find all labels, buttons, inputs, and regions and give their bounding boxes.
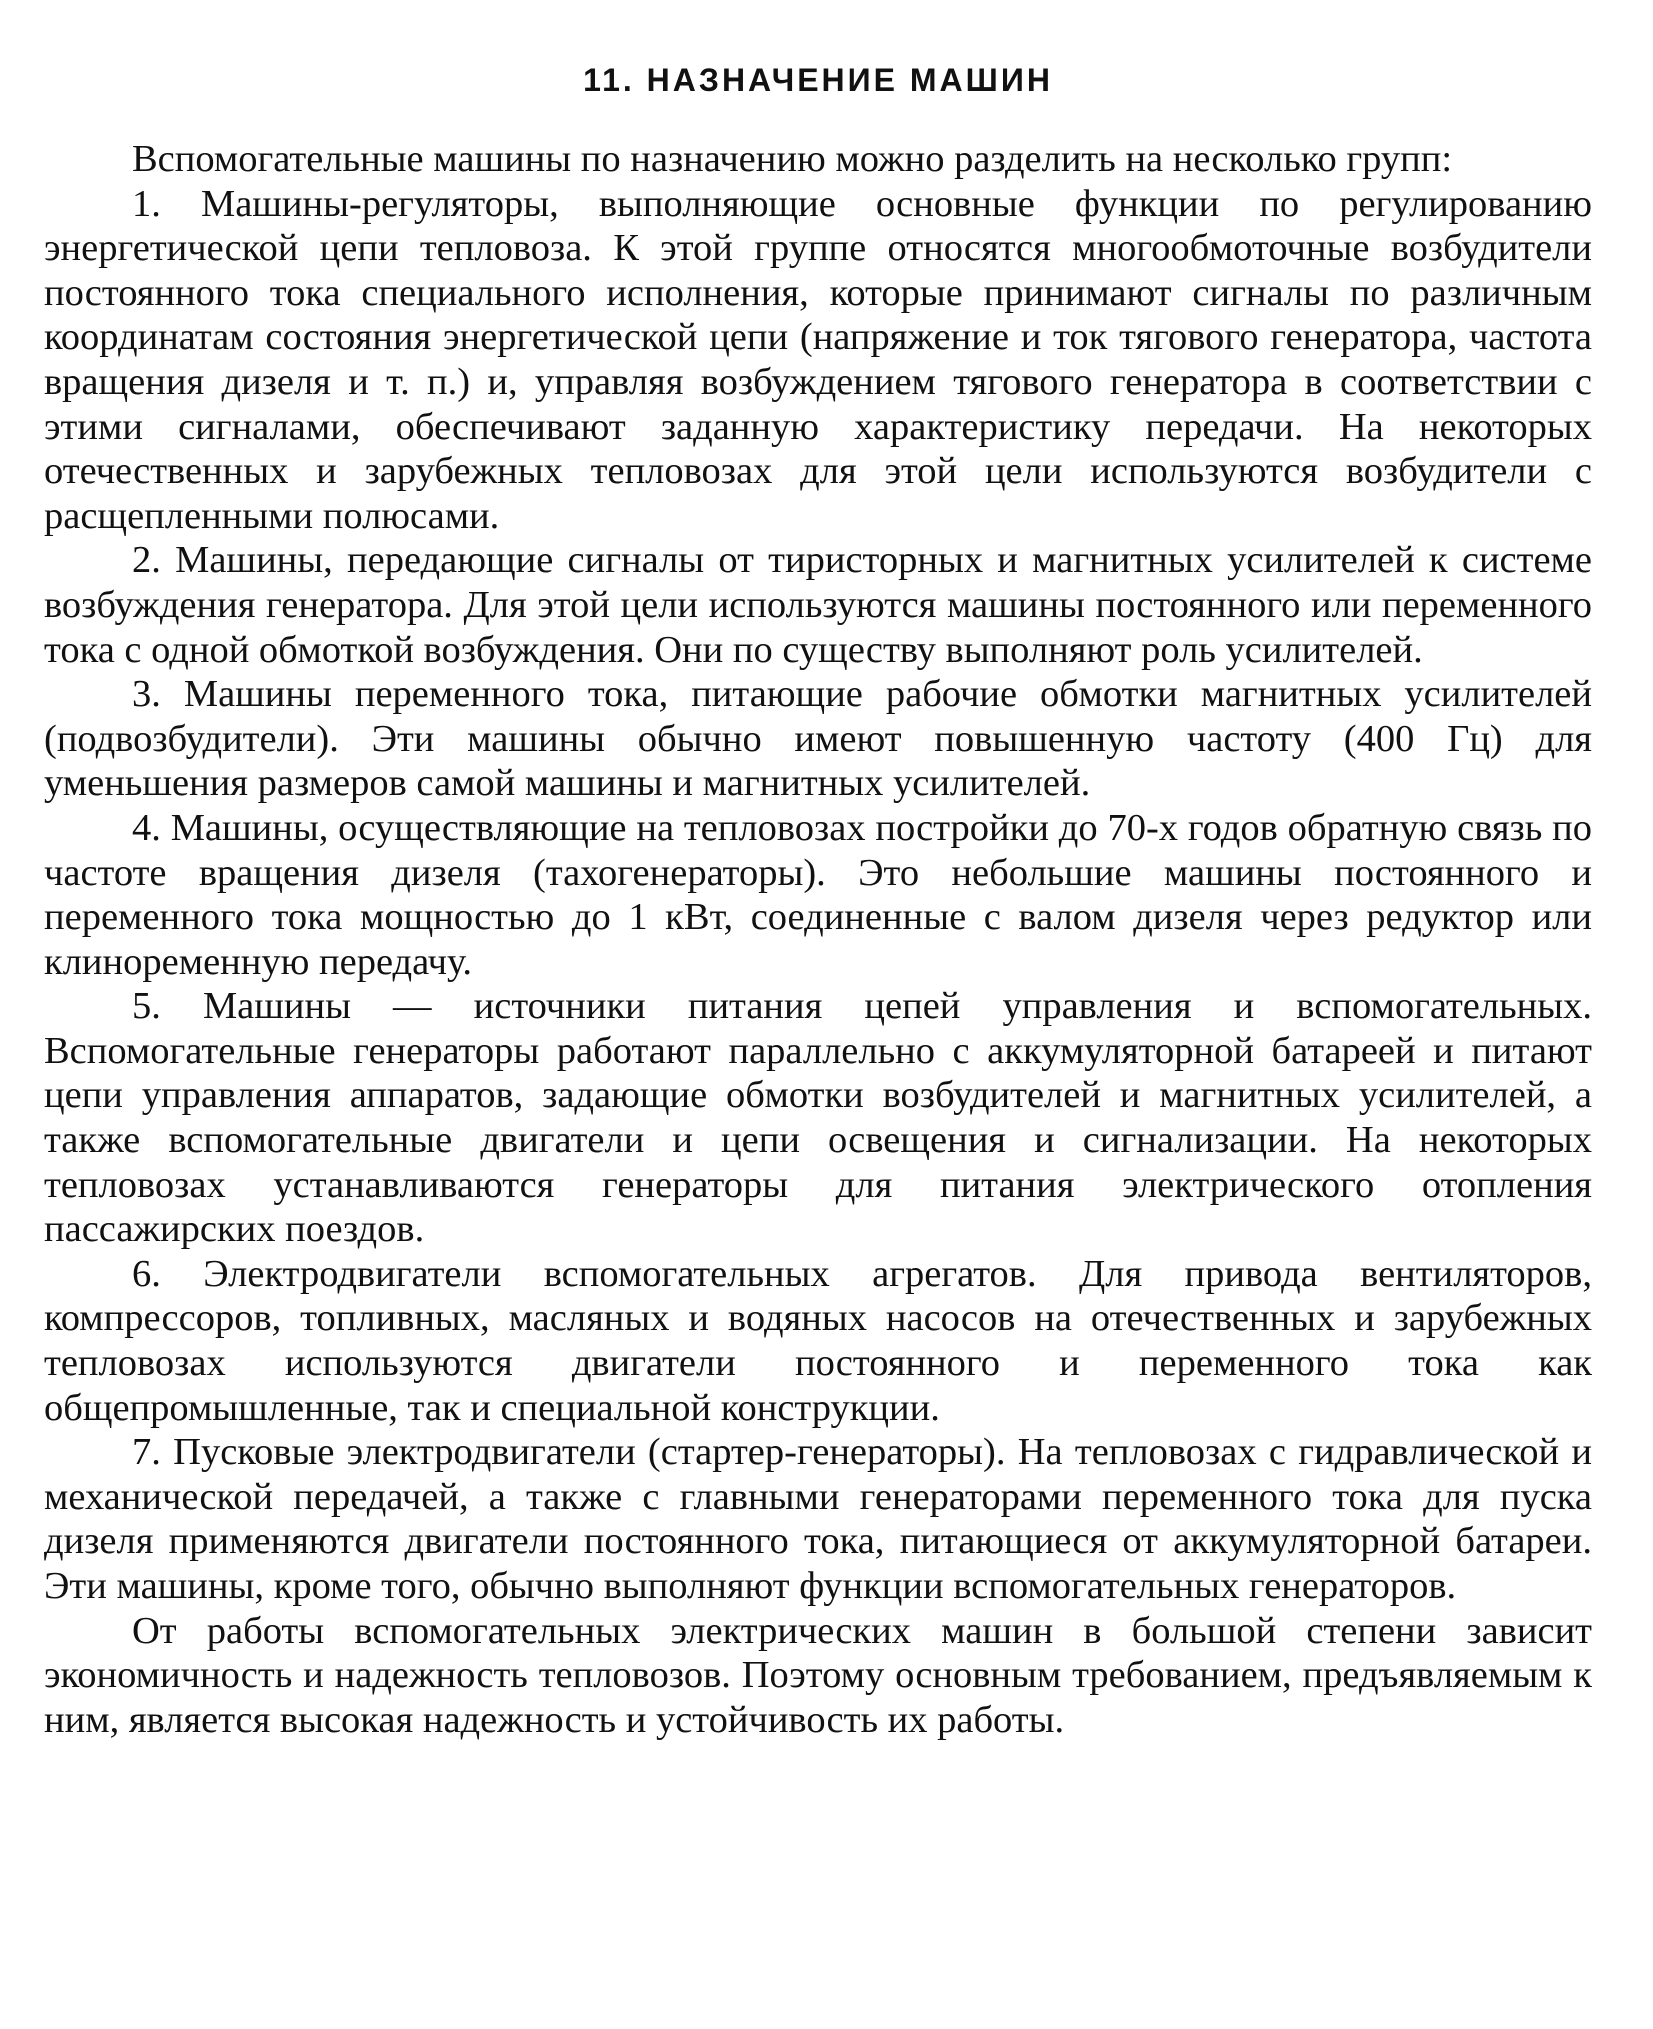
list-item-2: 2. Машины, передающие сигналы от тиристорных и магнитных усилителей к системе возбуждения генератора. Для этой цели используются машины постоянного или переменного тока с одной обмоткой возбуждения. Они по существу выполняют роль усилителей. bbox=[44, 539, 1592, 671]
list-item-7: 7. Пусковые электродвигатели (стартер-генераторы). На тепловозах с гидравлической и механической передачей, а также с главными генераторами переменного тока для пуска дизеля применяются двигатели постоянного тока, питающиеся от аккумуляторной батареи. Эти машины, кроме того, обычно выполняют функции вспомогательных генераторов. bbox=[44, 1431, 1592, 1607]
intro-paragraph: Вспомогательные машины по назначению можно разделить на несколько групп: bbox=[132, 138, 1453, 180]
list-item-1: 1. Машины-регуляторы, выполняющие основные функции по регулированию энергетической цепи тепловоза. К этой группе относятся многообмоточные возбудители постоянного тока специального исполнения, которые принимают сигналы по различным координатам состояния энергетической цепи (напряжение и ток тягового генератора, частота вращения дизеля и т. п.) и, управляя возбуждением тягового генератора в соответствии с этими сигналами, обеспечивают заданную характеристику передачи. На некоторых отечественных и зарубежных тепловозах для этой цели используются возбудители с расщепленными полюсами. bbox=[44, 182, 1592, 537]
conclusion-paragraph: От работы вспомогательных электрических машин в большой степени зависит экономичность и надежность тепловозов. Поэтому основным требованием, предъявляемым к ним, является высокая надежность и устойчивость их работы. bbox=[44, 1609, 1592, 1741]
list-item-5: 5. Машины — источники питания цепей управления и вспомогательных. Вспомогательные генераторы работают параллельно с аккумуляторной батареей и питают цепи управления аппаратов, задающие обмотки возбудителей и магнитных усилителей, а также вспомогательные двигатели и цепи освещения и сигнализации. На некоторых тепловозах устанавливаются генераторы для питания электрического отопления пассажирских поездов. bbox=[44, 985, 1592, 1251]
section-heading: 11. НАЗНАЧЕНИЕ МАШИН bbox=[583, 62, 1053, 98]
list-item-4: 4. Машины, осуществляющие на тепловозах постройки до 70-х годов обратную связь по частоте вращения дизеля (тахогенераторы). Это небольшие машины постоянного и переменного тока мощностью до 1 кВт, соединенные с валом дизеля через редуктор или клиноременную передачу. bbox=[44, 806, 1592, 983]
document-page bbox=[44, 40, 1592, 1742]
list-item-3: 3. Машины переменного тока, питающие рабочие обмотки магнитных усилителей (подвозбудители). Эти машины обычно имеют повышенную частоту (400 Гц) для уменьшения размеров самой машины и магнитных усилителей. bbox=[44, 673, 1592, 805]
list-item-6: 6. Электродвигатели вспомогательных агрегатов. Для привода вентиляторов, компрессоров, топливных, масляных и водяных насосов на отечественных и зарубежных тепловозах используются двигатели постоянного и переменного тока как общепромышленные, так и специальной конструкции. bbox=[44, 1252, 1592, 1429]
